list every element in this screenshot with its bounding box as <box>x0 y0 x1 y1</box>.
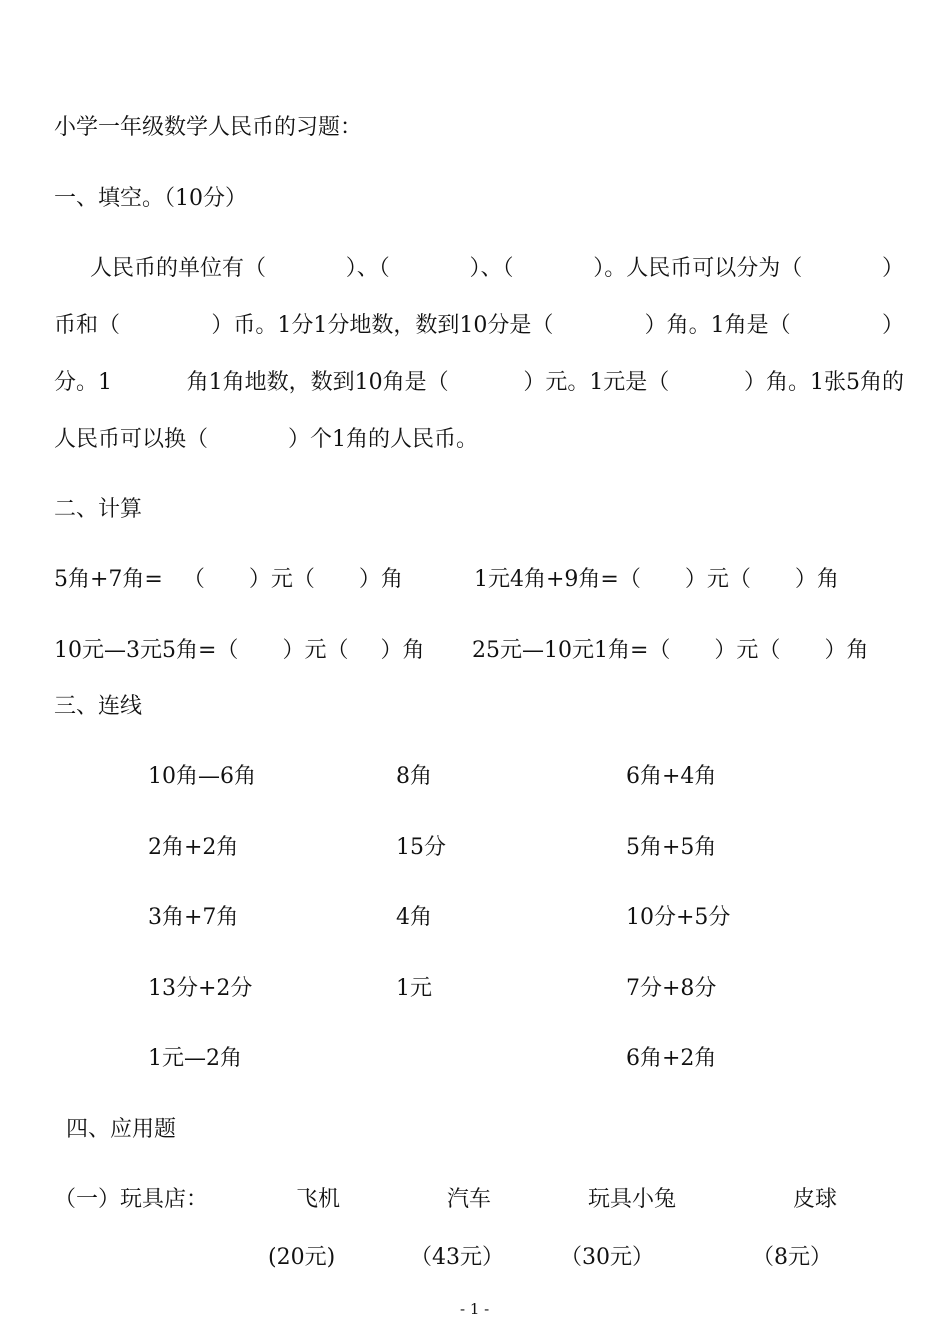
match-item-right: 10分+5分 <box>626 905 731 930</box>
text-segment: ）、（ <box>469 256 514 281</box>
text-segment: ）角。1角是（ <box>644 313 791 338</box>
paragraph-line-1 <box>54 240 904 297</box>
toy-store-label: （一）玩具店： <box>54 1187 209 1212</box>
text-segment: ）。人民币可以分为（ <box>593 256 803 281</box>
text-segment: 币和（ <box>54 313 121 338</box>
section-2-heading: 二、计算 <box>54 497 143 522</box>
section-4-heading: 四、应用题 <box>66 1117 177 1142</box>
match-item-left: 1元—2角 <box>148 1046 242 1071</box>
section-3-heading: 三、连线 <box>54 694 143 719</box>
toy-price: （30元） <box>560 1245 654 1270</box>
text-segment: 人民币可以换（ <box>54 427 209 452</box>
text-segment: ）币。1分1分地数，数到10分是（ <box>211 313 554 338</box>
text-segment: 分。1 <box>54 370 112 395</box>
match-item-right: 6角+2角 <box>626 1046 717 1071</box>
match-item-right: 7分+8分 <box>626 976 717 1001</box>
text-segment: ）角 <box>380 638 425 663</box>
paragraph-line-4 <box>54 411 904 468</box>
text-segment: 角1角地数，数到10角是（ <box>186 370 449 395</box>
text-segment: 10元—3元5角=（ <box>54 638 239 663</box>
toy-name: 飞机 <box>296 1187 341 1212</box>
text-segment: ）、（ <box>345 256 390 281</box>
text-segment: 25元—10元1角=（ <box>472 638 671 663</box>
text-segment: ）个1角的人民币。 <box>288 427 479 452</box>
match-item-right: 5角+5角 <box>626 835 717 860</box>
toy-price: （8元） <box>752 1245 832 1270</box>
match-item-left: 10角—6角 <box>148 764 256 789</box>
match-item-left: 13分+2分 <box>148 976 253 1001</box>
toy-name: 玩具小兔 <box>588 1187 677 1212</box>
text-segment: ）元（ <box>282 638 349 663</box>
text-segment: 1元4角+9角=（ <box>474 567 641 592</box>
text-segment: 5角+7角= <box>54 567 163 592</box>
match-item-middle: 8角 <box>396 764 432 789</box>
calc-problem <box>474 565 839 595</box>
text-segment: ）角 <box>358 567 403 592</box>
text-segment: ）角 <box>794 567 839 592</box>
paragraph-line-3 <box>54 354 904 411</box>
calc-problem <box>54 565 403 595</box>
match-item-middle: 4角 <box>396 905 432 930</box>
match-item-right: 6角+4角 <box>626 764 717 789</box>
calc-problem <box>54 636 424 666</box>
text-segment: ）元。1元是（ <box>523 370 670 395</box>
section-1-heading: 一、填空。（10分） <box>54 186 247 211</box>
paragraph-line-2 <box>54 297 904 354</box>
text-segment: ）元（ <box>248 567 315 592</box>
page-number: - 1 - <box>460 1300 490 1318</box>
calc-problem <box>472 636 868 666</box>
text-segment: ）元（ <box>684 567 751 592</box>
match-item-left: 2角+2角 <box>148 835 239 860</box>
text-segment: 人民币的单位有（ <box>90 256 267 281</box>
fill-in-paragraph <box>54 240 904 468</box>
document-title: 小学一年级数学人民币的习题： <box>54 115 363 140</box>
toy-price: (20元) <box>268 1245 336 1270</box>
toy-price: （43元） <box>410 1245 504 1270</box>
text-segment: ） <box>881 256 904 281</box>
match-item-middle: 1元 <box>396 976 432 1001</box>
text-segment: （ <box>182 567 205 592</box>
text-segment: ）角。1张5角的 <box>743 370 904 395</box>
text-segment: ）角 <box>824 638 869 663</box>
match-item-left: 3角+7角 <box>148 905 239 930</box>
toy-name: 皮球 <box>793 1187 838 1212</box>
text-segment: ） <box>881 313 904 338</box>
match-item-middle: 15分 <box>396 835 446 860</box>
toy-name: 汽车 <box>447 1187 492 1212</box>
text-segment: ）元（ <box>714 638 781 663</box>
